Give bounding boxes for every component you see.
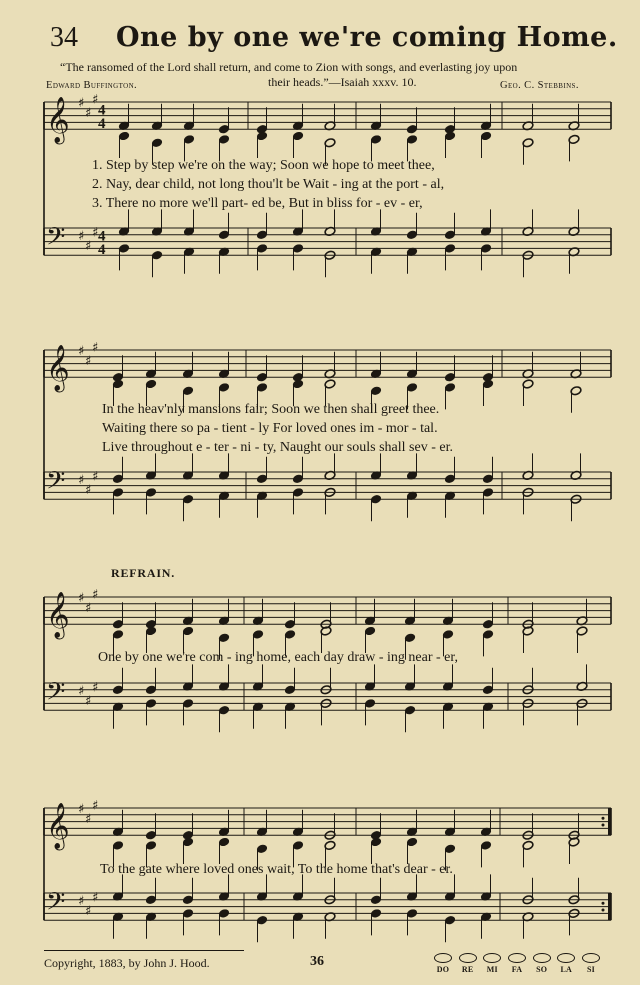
repeat-dot [602, 902, 605, 905]
sharp-icon: ♯ [92, 469, 99, 485]
sharp-icon: ♯ [78, 802, 85, 817]
lyric-s2-v1: In the heav'nly mansions fair; Soon we then shall greet thee. [102, 402, 440, 417]
solfege-do: DO [432, 953, 454, 974]
lyric-s1-v2: 2. Nay, dear child, not long thou'lt be Wait - ing at the port - al, [92, 177, 445, 192]
sharp-icon: ♯ [78, 893, 85, 909]
epigraph-line-2: their heads.”—Isaiah xxxv. 10. [268, 75, 417, 89]
copyright-notice: Copyright, 1883, by John J. Hood. [44, 956, 210, 970]
solfege-note-icon [434, 953, 452, 963]
lyric-s2-v3: Live throughout e - ter - ni - ty, Naught our souls shall sev - er. [102, 440, 453, 455]
treble-clef-icon: 𝄞 [46, 803, 70, 850]
sharp-icon: ♯ [92, 587, 99, 603]
sharp-icon: ♯ [85, 812, 92, 828]
sharp-icon: ♯ [92, 890, 99, 906]
page-number: 36 [310, 954, 324, 969]
sharp-icon: ♯ [85, 601, 92, 617]
final-barline [608, 893, 611, 920]
lyric-s1-v1: 1. Step by step we're on the way; Soon we hope to meet thee, [92, 158, 435, 173]
bass-clef-icon: 𝄢 [46, 466, 66, 502]
solfege-note-icon [459, 953, 477, 963]
solfege-note-icon [533, 953, 551, 963]
time-signature-digit: 4 [98, 228, 106, 245]
bass-clef-icon: 𝄢 [46, 887, 66, 923]
repeat-dot [602, 909, 605, 912]
sharp-icon: ♯ [78, 683, 85, 699]
composer-credit: Geo. C. Stebbins. [500, 80, 579, 91]
solfege-si: SI [580, 953, 602, 974]
sharp-icon: ♯ [85, 239, 92, 254]
sharp-icon: ♯ [85, 694, 92, 709]
treble-clef-icon: 𝄞 [46, 345, 70, 392]
bass-clef-icon: 𝄢 [46, 222, 66, 258]
sharp-icon: ♯ [92, 340, 99, 356]
solfege-key [432, 953, 602, 974]
sharp-icon: ♯ [85, 483, 92, 498]
solfege-la: LA [555, 953, 577, 974]
solfege-note-icon [557, 953, 575, 963]
solfege-re: RE [457, 953, 479, 974]
sharp-icon: ♯ [78, 472, 85, 488]
treble-clef-icon: 𝄞 [46, 592, 70, 639]
lyric-s3: One by one we're com - ing home, each day draw - ing near - er, [98, 650, 458, 665]
solfege-note-icon [483, 953, 501, 963]
repeat-dot [602, 817, 605, 820]
sharp-icon: ♯ [92, 92, 99, 108]
sharp-icon: ♯ [85, 106, 92, 122]
sharp-icon: ♯ [92, 225, 99, 241]
solfege-note-icon [508, 953, 526, 963]
treble-clef-icon: 𝄞 [46, 97, 70, 144]
repeat-dot [602, 824, 605, 827]
sharp-icon: ♯ [78, 591, 85, 606]
lyric-s1-v3: 3. There no more we'll part- ed be, But in bliss for - ev - er, [92, 196, 423, 211]
lyric-s2-v2: Waiting there so pa - tient - ly For loved ones im - mor - tal. [102, 421, 438, 436]
time-signature-digit: 4 [98, 116, 106, 133]
sharp-icon: ♯ [78, 344, 85, 359]
hymn-title: One by one we're coming Home. [116, 22, 618, 53]
sharp-icon: ♯ [92, 798, 99, 814]
footer-rule [44, 950, 244, 951]
time-signature-digit: 4 [98, 102, 106, 119]
sharp-icon: ♯ [85, 354, 92, 370]
refrain-label: REFRAIN. [111, 566, 176, 580]
sharp-icon: ♯ [85, 904, 92, 919]
sharp-icon: ♯ [78, 96, 85, 111]
author-credit: Edward Buffington. [46, 80, 138, 91]
final-barline [608, 808, 611, 835]
lyric-s4: To the gate where loved ones wait, To the home that's dear - er. [100, 862, 453, 877]
solfege-so: SO [531, 953, 553, 974]
epigraph-line-1: “The ransomed of the Lord shall return, and come to Zion with songs, and everlasting joy upon [60, 60, 518, 74]
solfege-fa: FA [506, 953, 528, 974]
sharp-icon: ♯ [78, 228, 85, 244]
sharp-icon: ♯ [92, 680, 99, 696]
solfege-note-icon [582, 953, 600, 963]
hymn-number: 34 [50, 22, 78, 53]
bass-clef-icon: 𝄢 [46, 677, 66, 713]
time-signature-digit: 4 [98, 242, 106, 259]
solfege-mi: MI [481, 953, 503, 974]
